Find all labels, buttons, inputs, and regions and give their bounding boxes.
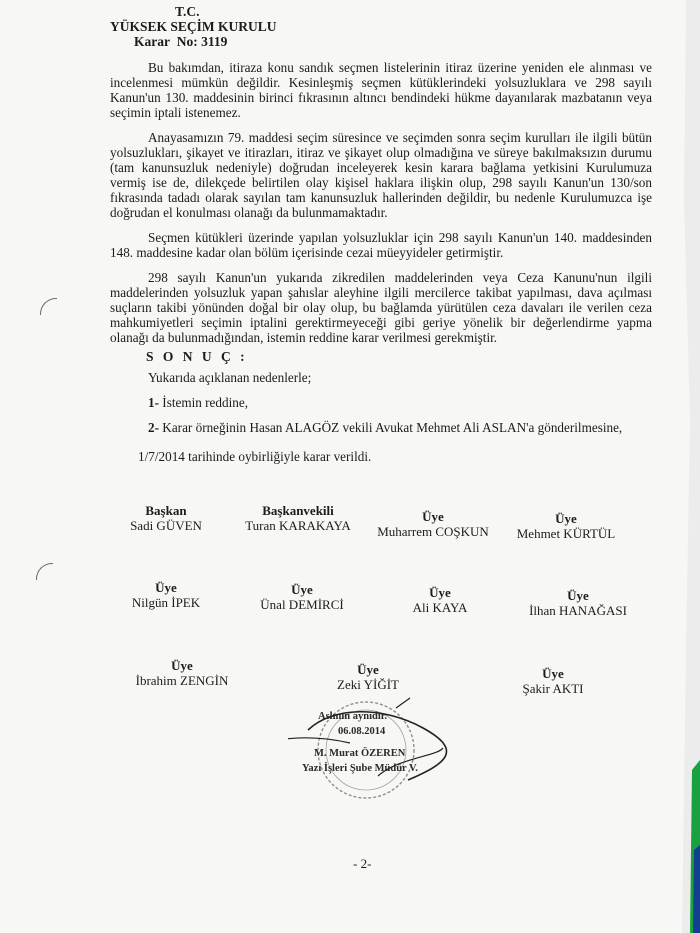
signature-vice-president: Başkanvekili Turan KARAKAYA: [245, 503, 351, 533]
decision-item-2: [110, 420, 652, 435]
reasons-line: Yukarıda açıklanan nedenlerle;: [148, 370, 312, 385]
header-institution: YÜKSEK SEÇİM KURULU: [110, 19, 277, 34]
signature-member: Üye Ünal DEMİRCİ: [260, 582, 344, 612]
page-number: - 2-: [353, 856, 372, 871]
signature-member: Üye Ali KAYA: [412, 585, 468, 615]
signature-member: Üye Şakir AKTI: [522, 666, 584, 696]
item-2-number: 2-: [148, 420, 159, 435]
paragraph-4: 298 sayılı Kanun'un yukarıda zikredilen maddelerinden veya Ceza Kanunu'nun ilgili maddelerinden yolsuzluk yapan şahıslar aleyhine ilgili mercilerce takibat yapılması, dava açılması suçların takibi yönünden doğal bir olay olup, bu bağlamda yürütülen ceza davaları ile verilen ceza mahkumiyetleri seçimin iptalini gerektirmeyeceği gibi geriye yönelik bir değerlendirme yapma olanağı da bulunmadığından, istemin reddine karar verilmesi gerekmiştir.: [110, 270, 652, 345]
signature-member: Üye İlhan HANAĞASI: [529, 588, 627, 618]
decision-label: Karar: [134, 34, 170, 49]
document-header: [110, 4, 277, 49]
header-tc: T.C.: [175, 4, 200, 19]
document-body: [110, 60, 652, 464]
stamp-line-2: 06.08.2014: [338, 726, 386, 737]
punch-hole-bottom: [36, 563, 53, 580]
certification-stamp: [288, 688, 453, 833]
stamp-graphic: [288, 688, 453, 833]
signature-member: Üye Nilgün İPEK: [131, 580, 201, 610]
paragraph-2: Anayasamızın 79. maddesi seçim süresince ve seçimden sonra seçim kurulları ile ilgili bütün yolsuzlukları, şikayet ve itirazları, itiraz ve şikayet olup olmadığına ve süreye bakılmaksızın durumu (tam kanunsuzluk nedeniyle) doğrudan inceleyerek kesin karara bağlama yetkisini Kurulumuza vermiş ise de, dilekçede belirtilen olay kişisel haklara ilişkin olup, 298 sayılı Kanun'un 130/son fıkrasında tadadı olarak sayılan tam kanunsuzluk hallerinden değildir, bu nedenle Kurulumuzca işe doğrudan el konulması olanağı da bulunmamaktadır.: [110, 130, 652, 220]
paragraph-1: Bu bakımdan, itiraza konu sandık seçmen listelerinin itiraz üzerine yeniden ele alınması ve incelenmesi mümkün değildir. Kesinleşmiş seçmen kütüklerindeki yolsuzluklara ve 298 sayılı Kanun'un 130. maddesinin birinci fıkrasının altıncı bendindeki hükme dayanılarak mazbatanın veya seçimin iptali istenemez.: [110, 60, 652, 120]
page-edge-shadow: [672, 0, 700, 933]
punch-hole-top: [40, 298, 57, 315]
item-1-text: İstemin reddine,: [162, 395, 248, 410]
signature-member: Üye Mehmet KÜRTÜL: [516, 511, 616, 541]
sonuc-heading: S O N U Ç :: [146, 349, 248, 364]
decision-number: No: 3119: [176, 34, 228, 49]
header-decision: [110, 34, 277, 49]
signature-member: Üye İbrahim ZENGİN: [135, 658, 229, 688]
decision-date-line: 1/7/2014 tarihinde oybirliğiyle karar verildi.: [138, 449, 372, 464]
stamp-line-1: Aslının aynıdır.: [318, 711, 388, 722]
item-1-number: 1-: [148, 395, 159, 410]
stamp-line-3: M. Murat ÖZEREN: [314, 748, 406, 759]
stamp-line-4: Yazı İşleri Şube Müdür V.: [302, 763, 418, 774]
decision-item-1: [110, 395, 652, 410]
item-2-text: Karar örneğinin Hasan ALAGÖZ vekili Avukat Mehmet Ali ASLAN'a gönderilmesine,: [162, 420, 623, 435]
signature-member: Üye Muharrem COŞKUN: [377, 509, 489, 539]
signature-president: Başkan Sadi GÜVEN: [130, 503, 202, 533]
paragraph-3: Seçmen kütükleri üzerinde yapılan yolsuzluklar için 298 sayılı Kanun'un 140. maddesinden 148. maddesine kadar olan bölüm içerisinde cezai müeyyideler getirmiştir.: [110, 230, 652, 260]
signature-member: Üye Zeki YİĞİT: [337, 662, 399, 692]
